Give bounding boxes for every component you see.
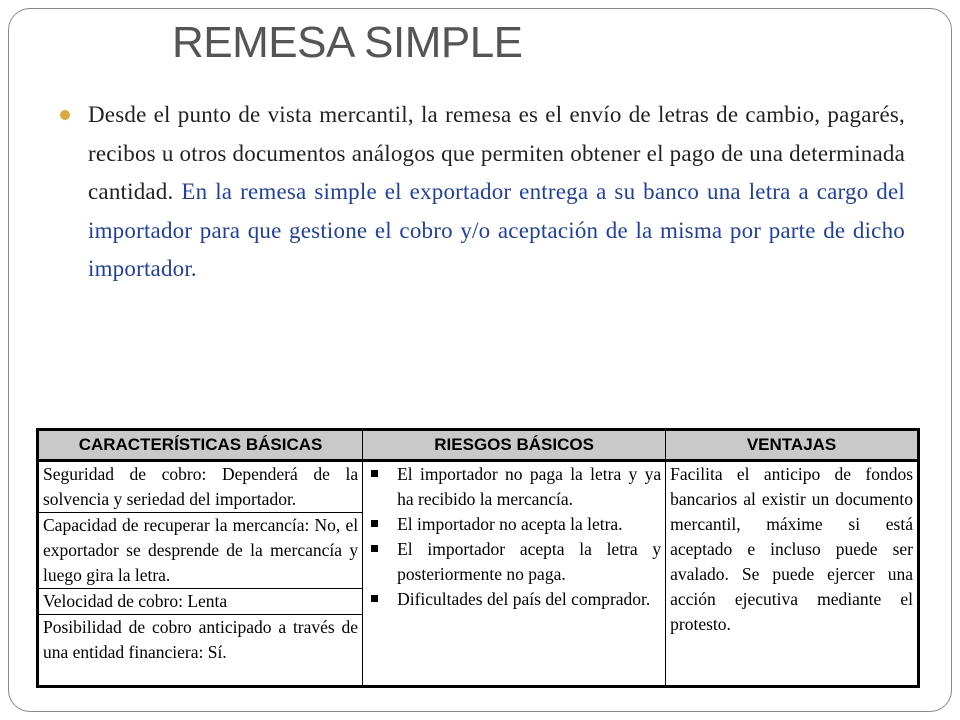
table-row [38, 461, 919, 513]
cell-seguridad-cobro: Seguridad de cobro: Dependerá de la solvencia y seriedad del importador. [38, 461, 363, 513]
remesa-table [36, 428, 920, 688]
list-item [367, 587, 661, 612]
riesgo-text: El importador no acepta la letra. [397, 514, 623, 534]
cell-cobro-anticipado: Posibilidad de cobro anticipado a través de una entidad financiera: Sí. [38, 615, 363, 687]
riesgo-text: El importador no paga la letra y ya ha recibido la mercancía. [397, 464, 662, 509]
riesgo-text: Dificultades del país del comprador. [397, 589, 651, 609]
table-header-row [38, 430, 919, 461]
header-ventajas: VENTAJAS [666, 430, 919, 461]
slide-title: REMESA SIMPLE [172, 18, 523, 67]
square-bullet-icon [371, 595, 378, 602]
paragraph-remesa-simple: En la remesa simple el exportador entrega a su banco una letra a cargo del importador para que gestione el cobro y/o aceptación de la misma por parte de dicho importador. [88, 179, 905, 281]
square-bullet-icon [371, 470, 378, 477]
cell-riesgos [363, 461, 666, 687]
bullet-paragraph [60, 96, 905, 289]
riesgos-list [367, 462, 661, 612]
list-item [367, 512, 661, 537]
paragraph-definition: Desde el punto de vista mercantil, la remesa es el envío de letras de cambio, pagarés, recibos u otros documentos análogos que permiten obtener el pago de una determinada cantidad. [88, 102, 905, 204]
cell-velocidad-cobro: Velocidad de cobro: Lenta [38, 589, 363, 615]
riesgo-text: El importador acepta la letra y posteriormente no paga. [397, 539, 662, 584]
paragraph-text [88, 96, 905, 289]
list-item [367, 537, 661, 587]
cell-capacidad-recuperar: Capacidad de recuperar la mercancía: No, el exportador se desprende de la mercancía y luego gira la letra. [38, 513, 363, 589]
header-caracteristicas: CARACTERÍSTICAS BÁSICAS [38, 430, 363, 461]
square-bullet-icon [371, 520, 378, 527]
header-riesgos: RIESGOS BÁSICOS [363, 430, 666, 461]
list-item [367, 462, 661, 512]
square-bullet-icon [371, 545, 378, 552]
cell-ventajas: Facilita el anticipo de fondos bancarios al existir un documento mercantil, máxime si está aceptado e incluso puede ser avalado. Se puede ejercer una acción ejecutiva mediante el protesto. [666, 461, 919, 687]
bullet-icon [60, 110, 70, 120]
